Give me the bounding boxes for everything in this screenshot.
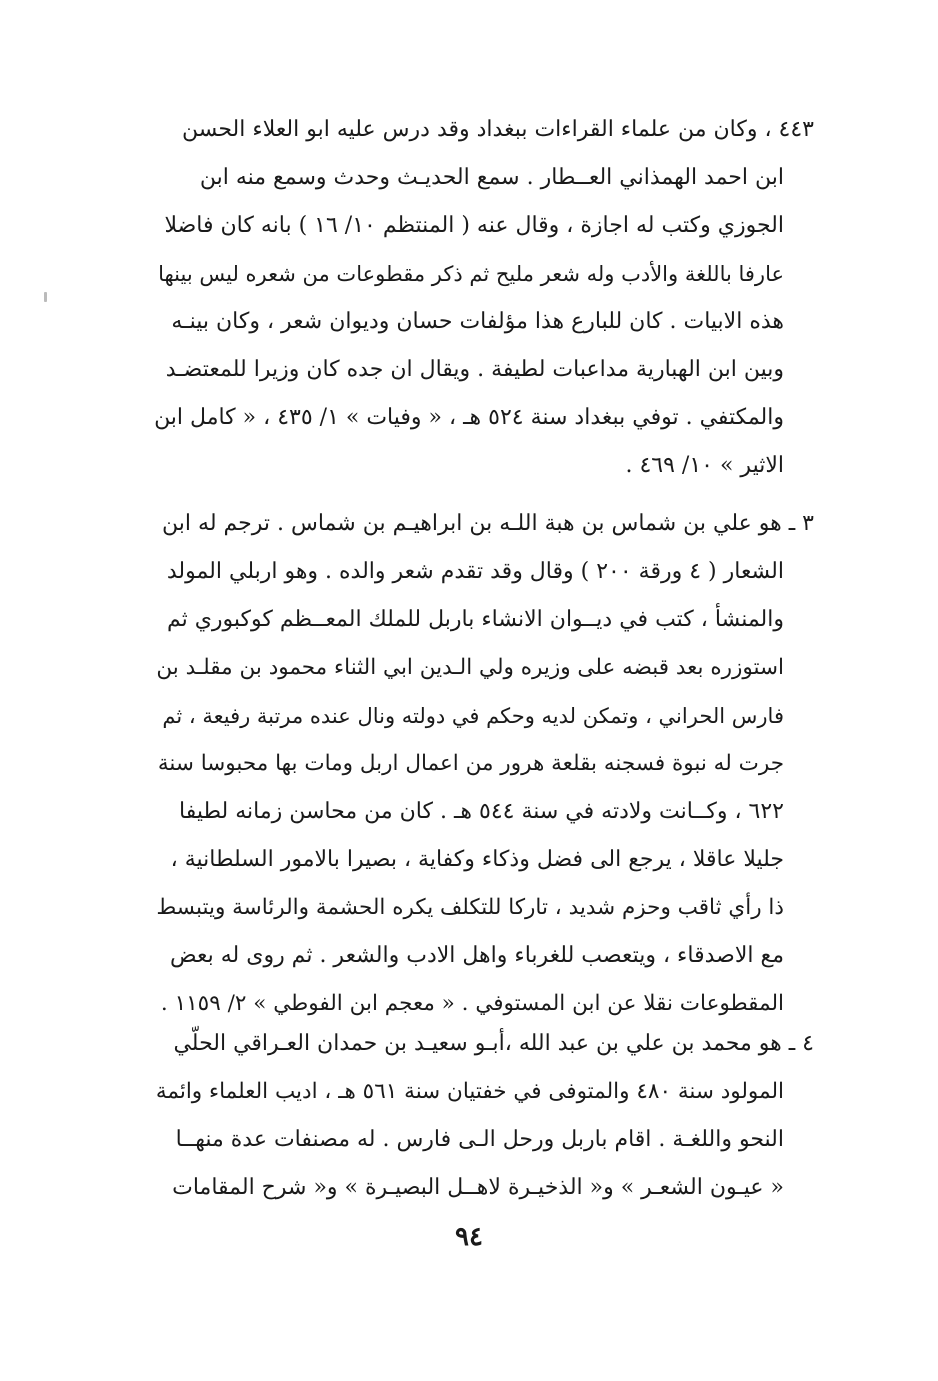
text-line: ٤ ـ هو محمد بن علي بن عبد الله ،أبـو سعيـد بن حمدان العـراقي الحلّي <box>173 1031 814 1056</box>
text-line: استوزره بعد قبضه على وزيره ولي الـدين ابي الثناء محمود بن مقلـد بن <box>156 655 784 680</box>
footnote-3 <box>150 500 814 1028</box>
text-line: هذه الابيات . كان للبارع هذا مؤلفات حسان وديوان شعر ، وكان بينـه <box>171 309 784 334</box>
text-line: المولود سنة ٤٨٠ والمتوفى في خفتيان سنة ٥٦١ هـ ، اديب العلماء وائمة <box>155 1079 784 1104</box>
text-line: وبين ابن الهبارية مداعبات لطيفة . ويقال ان جده كان وزيرا للمعتضـد <box>165 357 784 382</box>
text-line: النحو واللغـة . اقام باربل ورحل الـى فارس . له مصنفات عدة منهــا <box>175 1127 784 1152</box>
text-line: الاثير » ١٠/ ٤٦٩ . <box>625 453 784 478</box>
text-line: ابن احمد الهمذاني العــطار . سمع الحديـث وحدث وسمع منه ابن <box>199 165 784 190</box>
scan-speck <box>44 292 47 302</box>
text-line: فارس الحراني ، وتمكن لديه وحكم في دولته ونال عنده مرتبة رفيعة ، ثم <box>162 704 784 728</box>
text-line: عارفا باللغة والأدب وله شعر مليح ثم ذكر مقطوعات من شعره ليس بينها <box>158 262 784 286</box>
text-line: ٣ ـ هو علي بن شماس بن هبة اللـه بن ابراهيـم بن شماس . ترجم له ابن <box>162 511 814 536</box>
text-line: ذا رأي ثاقب وحزم شديد ، تاركا للتكلف يكره الحشمة والرئاسة ويتبسط <box>156 895 784 920</box>
text-line: ٦٢٢ ، وكــانت ولادته في سنة ٥٤٤ هـ . كان من محاسن زمانه لطيفا <box>179 799 784 824</box>
text-line: مع الاصدقاء ، ويتعصب للغرباء واهل الادب والشعر . ثم روى له بعض <box>170 943 784 968</box>
footnote-4 <box>150 1020 814 1212</box>
text-line: جرت له نبوة فسجنه بقلعة هرور من اعمال اربل ومات بها محبوسا سنة <box>157 751 784 776</box>
text-line: جليلا عاقلا ، يرجع الى فضل وذكاء وكفاية ، بصيرا بالامور السلطانية ، <box>170 847 784 872</box>
text-line: والمنشأ ، كتب في ديــوان الانشاء باربل للملك المعــظم كوكبوري ثم <box>166 607 784 632</box>
text-line: ٤٤٣ ، وكان من علماء القراءات ببغداد وقد درس عليه ابو العلاء الحسن <box>181 117 814 142</box>
text-line: الجوزي وكتب له اجازة ، وقال عنه ( المنتظم ١٠/ ١٦ ) بانه كان فاضلا <box>164 213 784 238</box>
text-line: « عيـون الشعـر » و« الذخيـرة لاهــل البصيـرة » و« شرح المقامات <box>172 1175 784 1200</box>
text-line: والمكتفي . توفي ببغداد سنة ٥٢٤ هـ ، « وفيات » ١/ ٤٣٥ ، « كامل ابن <box>154 405 784 430</box>
text-line: المقطوعات نقلا عن ابن المستوفي . « معجم ابن الفوطي » ٢/ ١١٥٩ . <box>160 991 784 1016</box>
text-line: الشعار ( ٤ ورقة ٢٠٠ ) وقال وقد تقدم شعر والده . وهو اربلي المولد <box>166 559 784 584</box>
page-number: ٩٤ <box>455 1222 483 1252</box>
note-continuation <box>150 106 814 490</box>
